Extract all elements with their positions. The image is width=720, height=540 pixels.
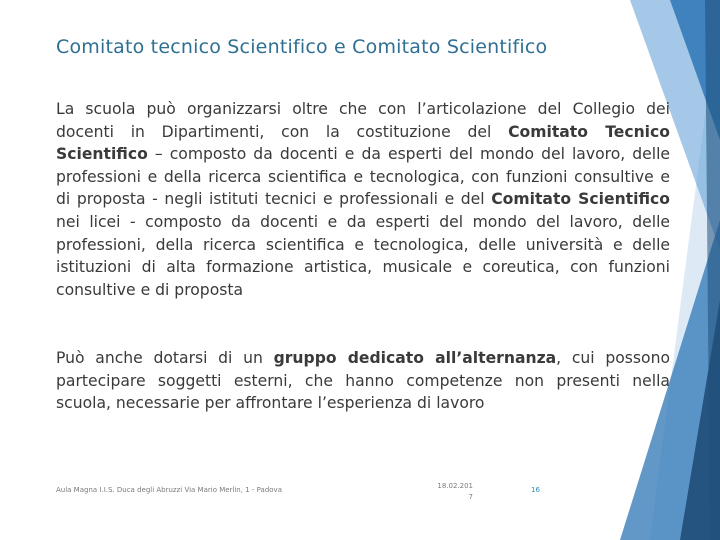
footer-location: Aula Magna I.I.S. Duca degli Abruzzi Via Mario Merlin, 1 - Padova [56, 486, 282, 494]
paragraph2-text-1: Può anche dotarsi di un [56, 349, 274, 367]
paragraph1-text-3: nei licei - composto da docenti e da esperti del mondo del lavoro, delle professioni, della ricerca scientifica e tecnologica, delle università e delle istituzioni di alta formazione artistica, musicale e coreutica, con funzioni consultive e di proposta [56, 212, 670, 299]
paragraph1-text-2: – composto da docenti e da esperti del mondo del lavoro, delle professioni e della ricerca scientifica e tecnologica, con funzioni consultive e di proposta - negli istituti tecnici e professionali e del [56, 145, 670, 209]
paragraph2-bold-1: gruppo dedicato all’alternanza [273, 349, 557, 367]
paragraph1-bold-1: Comitato Tecnico Scientifico [56, 122, 670, 164]
footer-date [433, 481, 473, 503]
footer-date-line2: 7 [468, 493, 473, 501]
paragraph-alternanza [56, 347, 670, 415]
paragraph1-bold-2: Comitato Scientifico [491, 190, 670, 209]
page-number: 16 [531, 486, 540, 494]
footer-date-line1: 18.02.201 [437, 482, 473, 490]
paragraph2-text-2: , cui possono partecipare soggetti esterni, che hanno competenze non presenti nella scuola, necessarie per affrontare l’esperienza di lavoro [56, 349, 670, 413]
slide-title: Comitato tecnico Scientifico e Comitato Scientifico [56, 36, 548, 58]
paragraph1-text-1: La scuola può organizzarsi oltre che con l’articolazione del Collegio dei docenti in Dipartimenti, con la costituzione del [56, 100, 670, 141]
paragraph-organizzazione [56, 98, 670, 301]
